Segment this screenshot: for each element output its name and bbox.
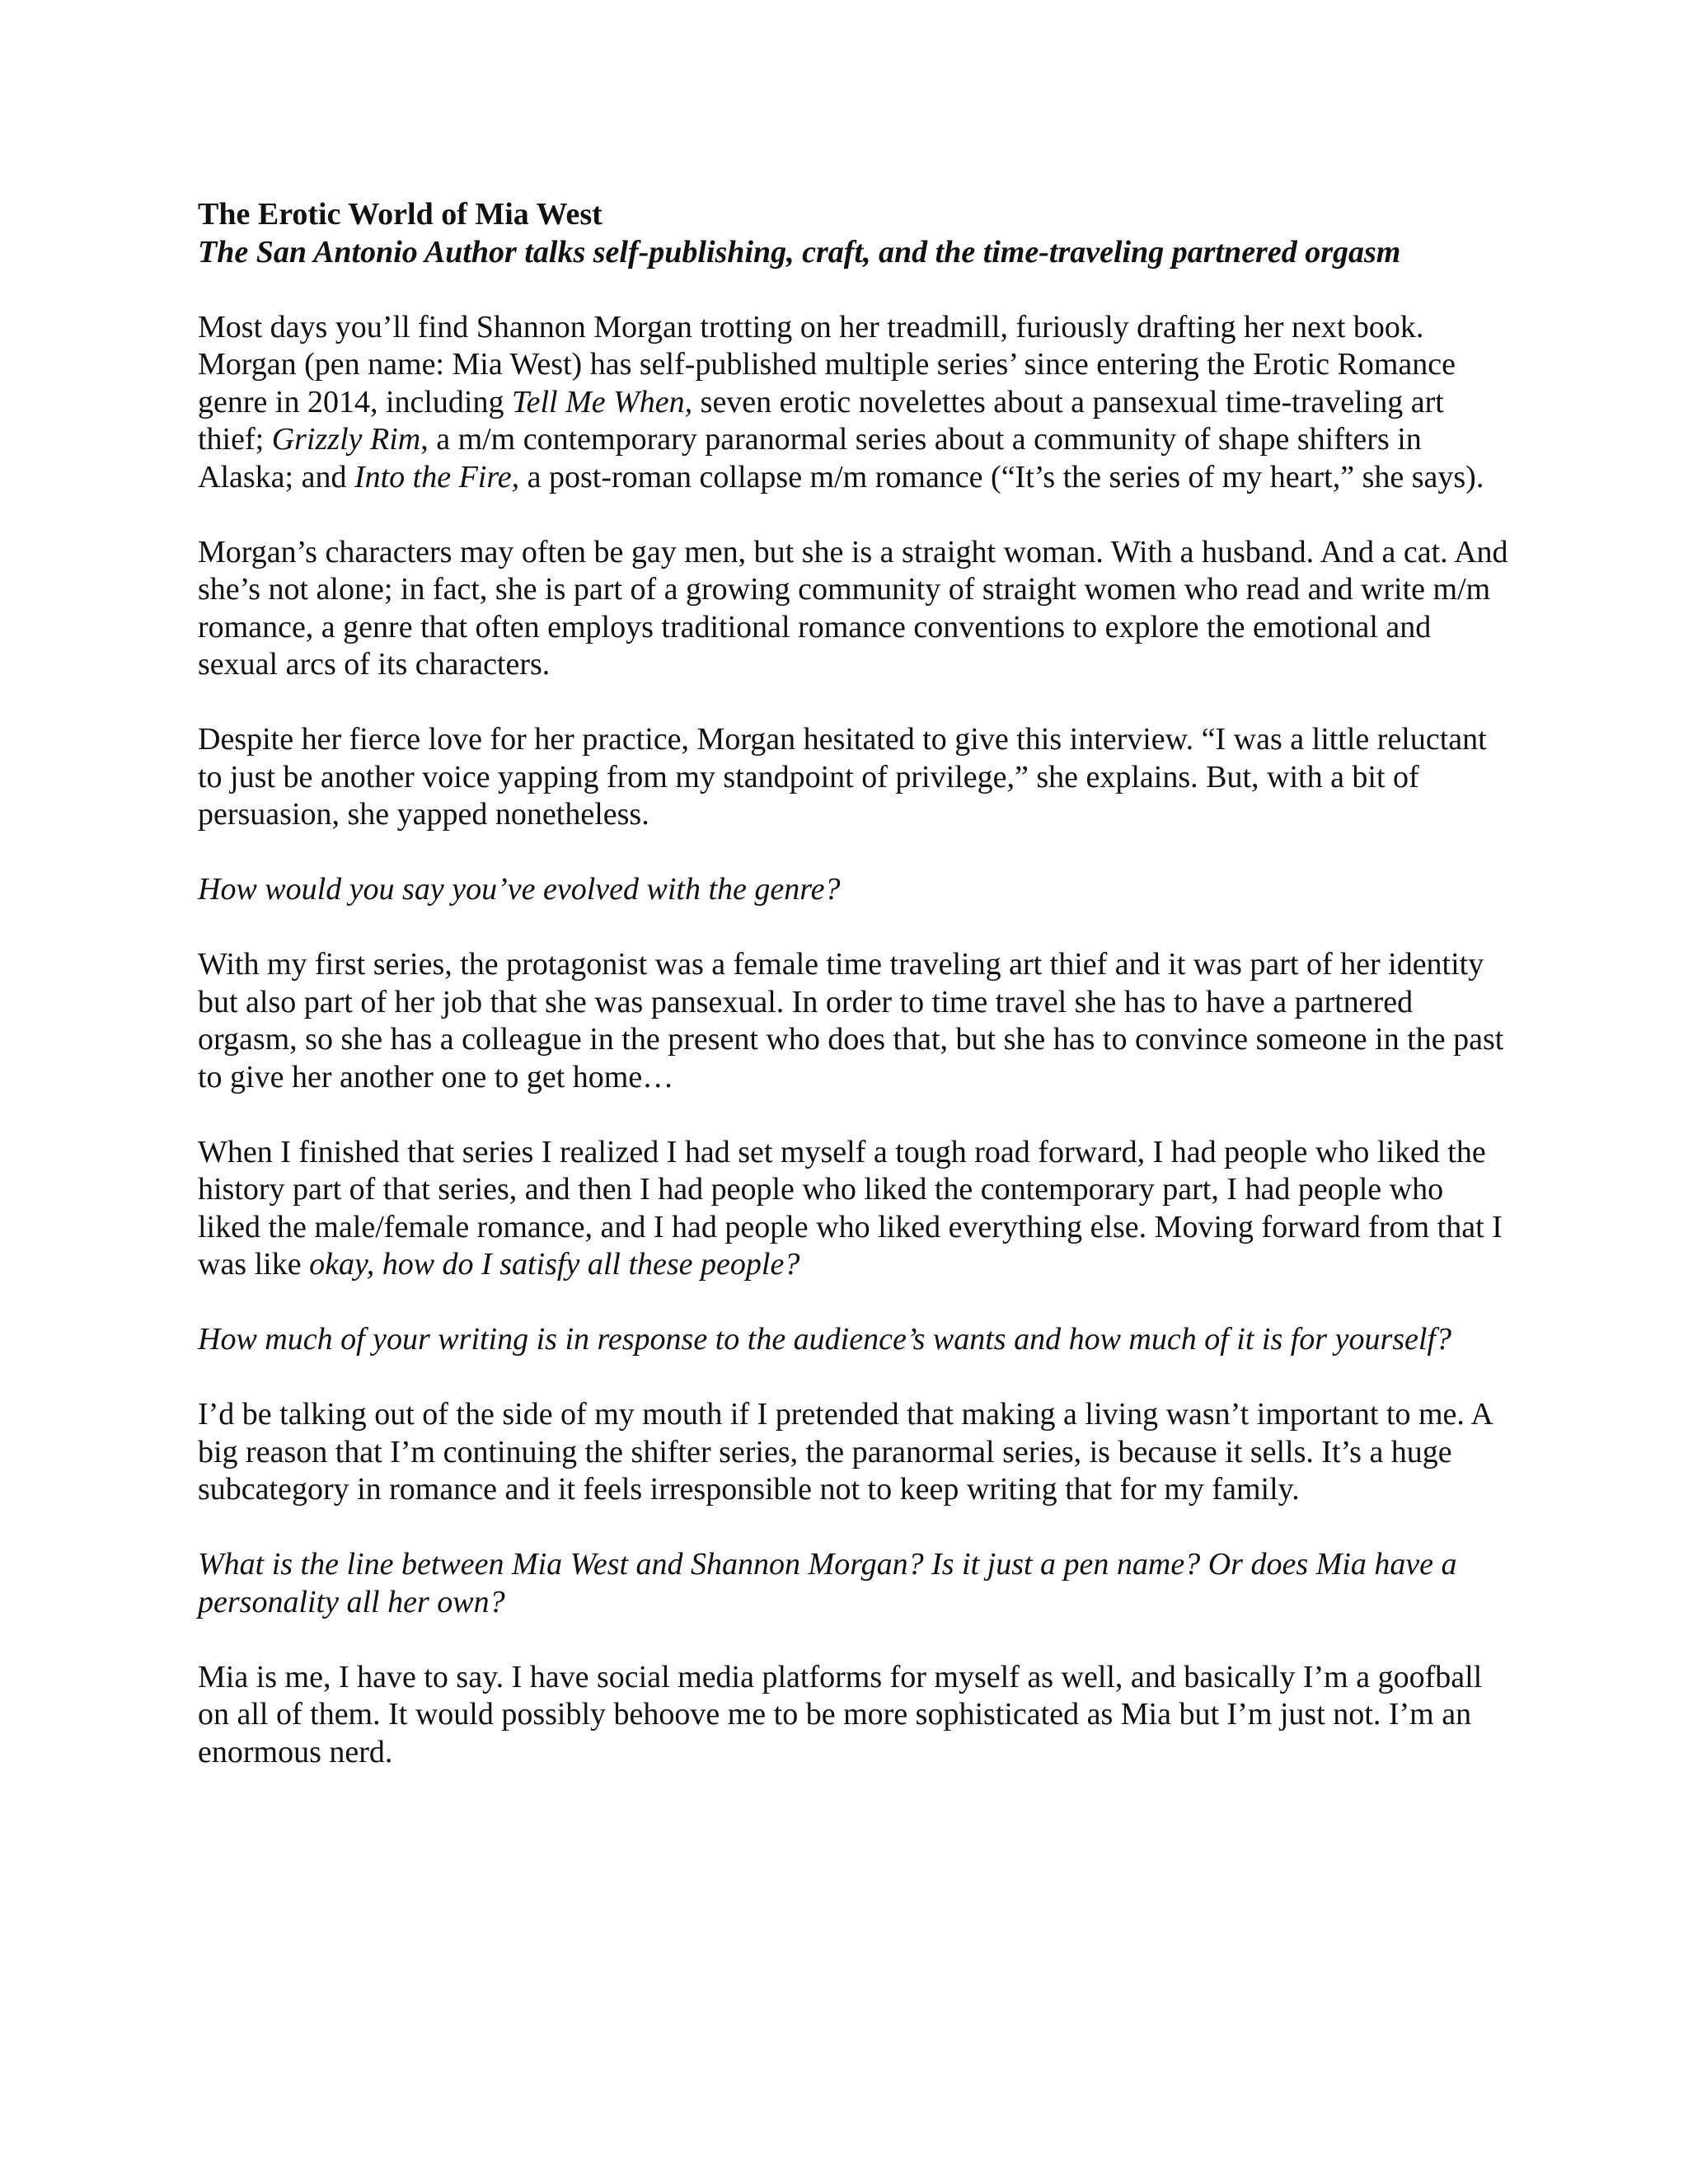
intro-text-d: a post-roman collapse m/m romance (“It’s the series of my heart,” she says). <box>519 459 1484 494</box>
answer-1b-text: When I finished that series I realized I had set myself a tough road forward, I had people who liked the history part of that series, and then I had people who liked the contemporary part, I had people who liked the male/female romance, and I had people who liked everything else. Moving forward from that I was like <box>198 1134 1503 1282</box>
intro-text-c: , a m/m contemporary paranormal series about a community of shape shifters in Alaska; and <box>198 422 1422 494</box>
interview-answer-1: With my first series, the protagonist was a female time traveling art thief and it was part of her identity but also part of her job that she was pansexual. In order to time travel she has to have a partnered orgasm, so she has a colleague in the present who does that, but she has to convince someone in the past to give her another one to get home… <box>198 947 1504 1094</box>
article-title: The Erotic World of Mia West <box>198 197 603 232</box>
paragraph-community: Morgan’s characters may often be gay men, but she is a straight woman. With a husband. And a cat. And she’s not alone; in fact, she is part of a growing community of straight women who read and write m/m romance, a genre that often employs traditional romance conventions to explore the emotional and sexual arcs of its characters. <box>198 534 1508 682</box>
book-title-tell-me-when: Tell Me When, <box>511 384 693 419</box>
interview-question-2: How much of your writing is in response to the audience’s wants and how much of it is for yourself? <box>198 1322 1452 1357</box>
book-title-into-the-fire: Into the Fire, <box>354 459 520 494</box>
paragraph-interview-hesitation: Despite her fierce love for her practice, Morgan hesitated to give this interview. “I was a little reluctant to just be another voice yapping from my standpoint of privilege,” she explains. But, with a bit of persuasion, she yapped nonetheless. <box>198 722 1487 832</box>
interview-answer-2: I’d be talking out of the side of my mouth if I pretended that making a living wasn’t important to me. A big reason that I’m continuing the shifter series, the paranormal series, is because it sells. It’s a huge subcategory in romance and it feels irresponsible not to keep writing that for my family. <box>198 1397 1492 1507</box>
intro-paragraph <box>198 309 1508 497</box>
intro-text-a: Most days you’ll find Shannon Morgan trotting on her treadmill, furiously drafting her next book. Morgan (pen name: Mia West) has self-published multiple series’ since entering the Erotic Romance genre in 2014, including <box>198 309 1456 419</box>
interview-answer-3: Mia is me, I have to say. I have social media platforms for myself as well, and basically I’m a goofball on all of them. It would possibly behoove me to be more sophisticated as Mia but I’m just not. I’m an enormous nerd. <box>198 1659 1483 1769</box>
article-subtitle: The San Antonio Author talks self-publishing, craft, and the time-traveling partnered orgasm <box>198 234 1401 269</box>
intro-text-b: seven erotic novelettes about a pansexual time-traveling art thief; <box>198 384 1444 457</box>
interview-question-3: What is the line between Mia West and Shannon Morgan? Is it just a pen name? Or does Mia have a personality all her own? <box>198 1547 1457 1619</box>
article-body <box>198 196 1508 1809</box>
answer-1b-italic: okay, how do I satisfy all these people? <box>309 1247 800 1282</box>
interview-answer-1-continued <box>198 1134 1508 1284</box>
interview-question-1: How would you say you’ve evolved with the genre? <box>198 872 841 907</box>
book-title-grizzly-rim: Grizzly Rim <box>271 422 421 457</box>
